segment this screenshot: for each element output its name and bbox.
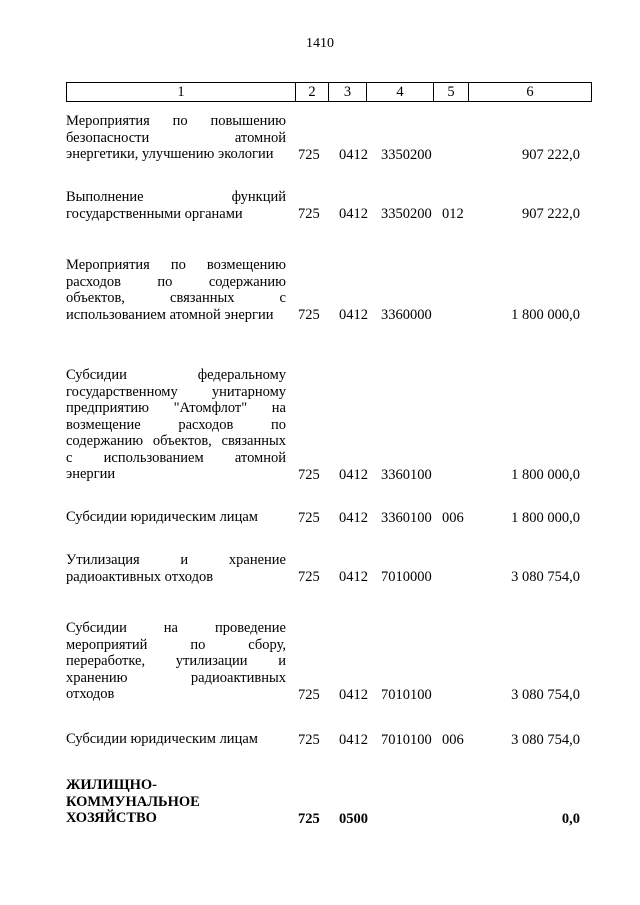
row-name-line: содержанию объектов, связанных bbox=[66, 433, 286, 449]
row-name-line: Мероприятия по повышению bbox=[66, 113, 286, 129]
row-name-line: хранению радиоактивных bbox=[66, 669, 286, 686]
row-name bbox=[66, 509, 286, 526]
ministry-code: 725 bbox=[298, 306, 320, 323]
row-name-line: мероприятий по сбору, bbox=[66, 636, 286, 653]
ministry-code: 725 bbox=[298, 686, 320, 703]
target-code: 3360000 bbox=[381, 306, 432, 323]
amount: 3 080 754,0 bbox=[511, 731, 580, 748]
amount: 907 222,0 bbox=[522, 205, 580, 222]
row-name-line: Мероприятия по возмещению bbox=[66, 257, 286, 273]
row-name-line: энергетики, улучшению экологии bbox=[66, 146, 274, 162]
row-name-line: Субсидии федеральному bbox=[66, 367, 286, 383]
amount: 3 080 754,0 bbox=[511, 568, 580, 585]
table-row bbox=[0, 257, 640, 323]
row-name bbox=[66, 620, 286, 703]
target-code: 3350200 bbox=[381, 205, 432, 222]
table-row bbox=[0, 189, 640, 222]
section-code: 0412 bbox=[339, 731, 368, 748]
ministry-code: 725 bbox=[298, 568, 320, 585]
amount: 1 800 000,0 bbox=[511, 466, 580, 483]
target-code: 3360100 bbox=[381, 466, 432, 483]
row-name bbox=[66, 189, 286, 222]
row-name-line: расходов по содержанию bbox=[66, 273, 286, 290]
row-name bbox=[66, 731, 286, 748]
row-name-line: КОММУНАЛЬНОЕ bbox=[66, 793, 200, 810]
header-col-5: 5 bbox=[433, 83, 468, 101]
row-name-line: государственными органами bbox=[66, 205, 243, 222]
amount: 1 800 000,0 bbox=[511, 509, 580, 526]
row-name-line: возмещение расходов по bbox=[66, 416, 286, 433]
ministry-code: 725 bbox=[298, 146, 320, 163]
expense-type-code: 006 bbox=[442, 731, 464, 748]
table-header bbox=[66, 82, 592, 102]
expense-type-code: 012 bbox=[442, 205, 464, 222]
header-col-1: 1 bbox=[177, 84, 185, 100]
table-row bbox=[0, 552, 640, 585]
section-code: 0412 bbox=[339, 205, 368, 222]
target-code: 3360100 bbox=[381, 509, 432, 526]
header-col-3: 3 bbox=[328, 83, 366, 101]
row-name-line: с использованием атомной bbox=[66, 449, 286, 466]
target-code: 3350200 bbox=[381, 146, 432, 163]
header-col-6: 6 bbox=[468, 83, 591, 101]
row-name-line: государственному унитарному bbox=[66, 383, 286, 400]
amount: 3 080 754,0 bbox=[511, 686, 580, 703]
ministry-code: 725 bbox=[298, 810, 320, 827]
table-row bbox=[0, 113, 640, 163]
ministry-code: 725 bbox=[298, 466, 320, 483]
row-name bbox=[66, 257, 286, 323]
target-code: 7010100 bbox=[381, 731, 432, 748]
amount: 907 222,0 bbox=[522, 146, 580, 163]
row-name-line: энергии bbox=[66, 466, 116, 482]
target-code: 7010100 bbox=[381, 686, 432, 703]
row-name-line: использованием атомной энергии bbox=[66, 306, 274, 323]
row-name bbox=[66, 367, 286, 483]
row-name-line: Выполнение функций bbox=[66, 189, 286, 205]
ministry-code: 725 bbox=[298, 205, 320, 222]
table-row bbox=[0, 731, 640, 748]
ministry-code: 725 bbox=[298, 731, 320, 748]
page-number: 1410 bbox=[306, 36, 334, 51]
row-name-line: Субсидии юридическим лицам bbox=[66, 731, 258, 747]
row-name-line: объектов, связанных с bbox=[66, 290, 286, 306]
section-code: 0412 bbox=[339, 568, 368, 585]
amount: 0,0 bbox=[561, 810, 580, 827]
section-code: 0412 bbox=[339, 509, 368, 526]
row-name-line: переработке, утилизации и bbox=[66, 653, 286, 669]
row-name-line: Субсидии юридическим лицам bbox=[66, 509, 258, 525]
section-code: 0412 bbox=[339, 686, 368, 703]
row-name-line: радиоактивных отходов bbox=[66, 568, 214, 585]
row-name-line: Субсидии на проведение bbox=[66, 620, 286, 636]
header-col-4: 4 bbox=[366, 83, 433, 101]
row-name-line: ЖИЛИЩНО- bbox=[66, 777, 158, 793]
row-name bbox=[66, 552, 286, 585]
row-name bbox=[66, 777, 286, 827]
table-row bbox=[0, 620, 640, 703]
table-row bbox=[0, 777, 640, 827]
row-name-line: ХОЗЯЙСТВО bbox=[66, 810, 157, 826]
section-code: 0412 bbox=[339, 306, 368, 323]
expense-type-code: 006 bbox=[442, 509, 464, 526]
header-col-2: 2 bbox=[295, 83, 328, 101]
table-row bbox=[0, 509, 640, 526]
row-name-line: предприятию "Атомфлот" на bbox=[66, 400, 286, 416]
row-name bbox=[66, 113, 286, 163]
row-name-line: Утилизация и хранение bbox=[66, 552, 286, 568]
section-code: 0412 bbox=[339, 466, 368, 483]
table-row bbox=[0, 367, 640, 483]
row-name-line: отходов bbox=[66, 686, 115, 702]
target-code: 7010000 bbox=[381, 568, 432, 585]
ministry-code: 725 bbox=[298, 509, 320, 526]
amount: 1 800 000,0 bbox=[511, 306, 580, 323]
section-code: 0500 bbox=[339, 810, 368, 827]
row-name-line: безопасности атомной bbox=[66, 129, 286, 146]
section-code: 0412 bbox=[339, 146, 368, 163]
